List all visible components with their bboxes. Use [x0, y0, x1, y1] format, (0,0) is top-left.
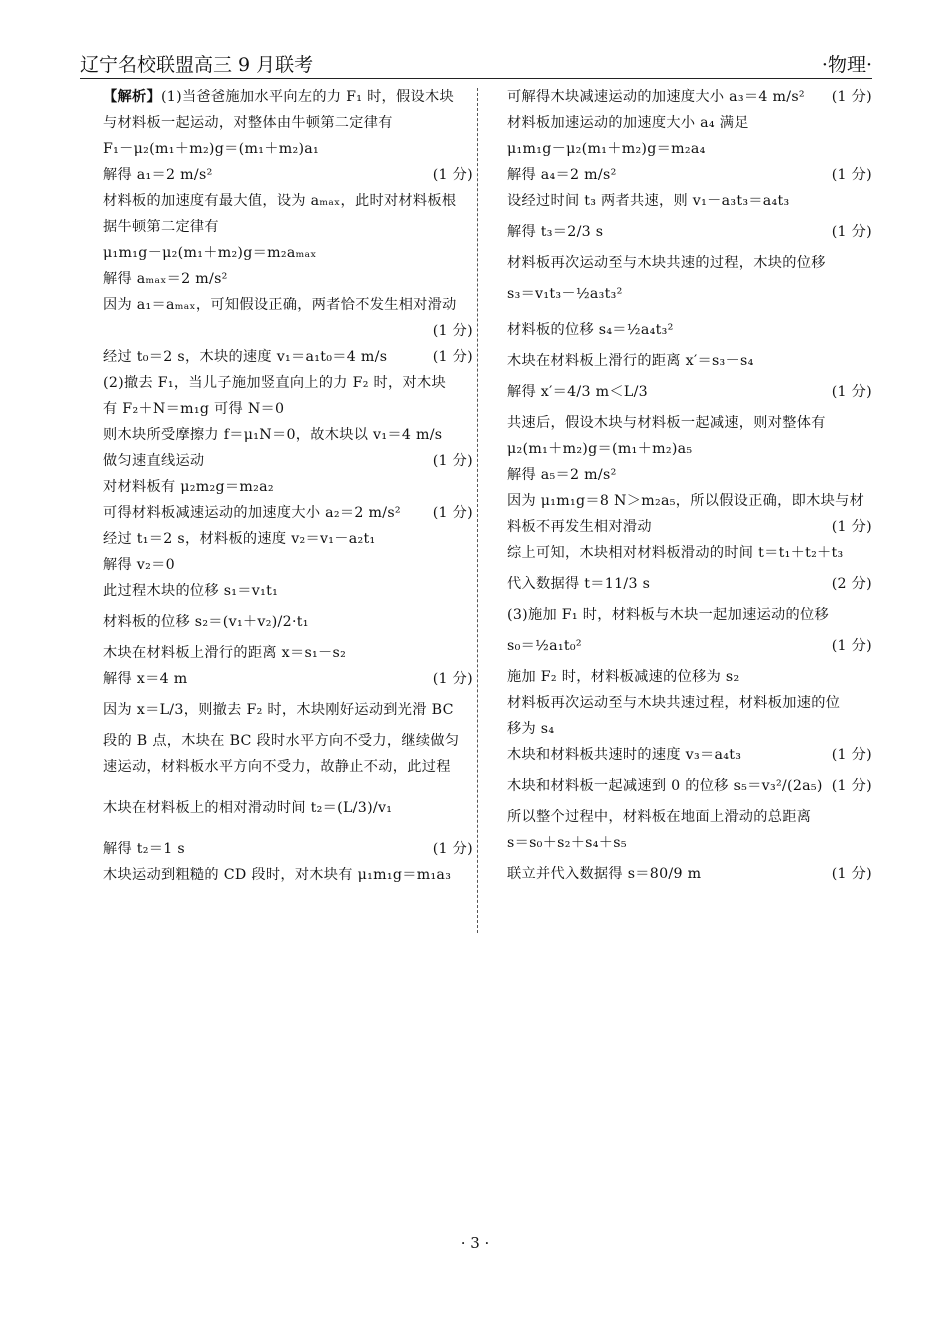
subject-label: ·物理·: [821, 54, 872, 76]
line-text: 材料板的加速度有最大值，设为 aₘₐₓ，此时对材料板根: [103, 193, 457, 209]
solution-line: [507, 514, 872, 540]
line-text: 材料板的位移 s₄＝½a₄t₃²: [507, 322, 674, 338]
solution-line: [103, 578, 473, 604]
solution-line: [507, 716, 872, 742]
line-text: 木块和材料板一起减速到 0 的位移 s₅＝v₃²/(2a₅): [507, 778, 823, 794]
score-mark: (1 分): [831, 167, 872, 183]
solution-line: [103, 240, 473, 266]
solution-line: [103, 754, 473, 780]
line-text: (3)施加 F₁ 时，材料板与木块一起加速运动的位移: [507, 607, 830, 623]
line-text: 解得 a₅＝2 m/s²: [507, 467, 617, 483]
solution-line: [103, 370, 473, 396]
solution-line: [103, 422, 473, 448]
line-text: 解得 t₃＝2/3 s: [507, 224, 604, 240]
solution-line: [507, 110, 872, 136]
solution-line: [507, 462, 872, 488]
solution-line: [103, 136, 473, 162]
line-text: 因为 μ₁m₁g＝8 N＞m₂a₅，所以假设正确，即木块与材: [507, 493, 865, 509]
solution-line: [507, 830, 872, 856]
solution-line: [103, 692, 473, 728]
line-text: μ₁m₁g－μ₂(m₁＋m₂)g＝m₂a₄: [507, 141, 706, 157]
score-mark: (1 分): [432, 167, 473, 183]
solution-line: [103, 552, 473, 578]
solution-line: [103, 292, 473, 318]
line-text: 对材料板有 μ₂m₂g＝m₂a₂: [103, 479, 274, 495]
line-text: 解得 x＝4 m: [103, 671, 188, 687]
solution-line: [103, 266, 473, 292]
solution-line: [103, 728, 473, 754]
line-text: 解得 t₂＝1 s: [103, 841, 185, 857]
line-text: 代入数据得 t＝11/3 s: [507, 576, 651, 592]
line-text: 木块运动到粗糙的 CD 段时，对木块有 μ₁m₁g＝m₁a₃: [103, 867, 452, 883]
solution-line: [103, 640, 473, 666]
score-mark: (1 分): [432, 453, 473, 469]
score-mark: (1 分): [831, 384, 872, 400]
solution-line: [507, 312, 872, 348]
line-text: (2)撤去 F₁，当儿子施加竖直向上的力 F₂ 时，对木块: [103, 375, 446, 391]
solution-line: [507, 768, 872, 804]
score-mark: (1 分): [831, 224, 872, 240]
score-mark: (1 分): [831, 519, 872, 535]
solution-line: [507, 804, 872, 830]
line-text: 所以整个过程中，材料板在地面上滑动的总距离: [507, 809, 812, 825]
solution-line: [103, 344, 473, 370]
line-text: 经过 t₀＝2 s，木块的速度 v₁＝a₁t₀＝4 m/s: [103, 349, 388, 365]
solution-line: [507, 374, 872, 410]
line-text: s₃＝v₁t₃－½a₃t₃²: [507, 286, 623, 302]
score-mark: (1 分): [432, 323, 473, 339]
line-text: 综上可知，木块相对材料板滑动的时间 t＝t₁＋t₂＋t₃: [507, 545, 844, 561]
line-text: 有 F₂＋N＝m₁g 可得 N＝0: [103, 401, 285, 417]
solution-line: [103, 162, 473, 188]
solution-line: [103, 836, 473, 862]
solution-line: [103, 474, 473, 500]
line-text: 施加 F₂ 时，材料板减速的位移为 s₂: [507, 669, 740, 685]
score-mark: (1 分): [432, 349, 473, 365]
solution-line: [507, 690, 872, 716]
line-text: 联立并代入数据得 s＝80/9 m: [507, 866, 702, 882]
line-text: 与材料板一起运动，对整体由牛顿第二定律有: [103, 115, 393, 131]
solution-line: [507, 410, 872, 436]
line-text: F₁－μ₂(m₁＋m₂)g＝(m₁＋m₂)a₁: [103, 141, 320, 157]
line-text: 解得 v₂＝0: [103, 557, 175, 573]
solution-line: [507, 84, 872, 110]
line-text: 此过程木块的位移 s₁＝v₁t₁: [103, 583, 279, 599]
solution-line: [103, 862, 473, 888]
left-column: [103, 84, 473, 888]
line-text: 料板不再发生相对滑动: [507, 519, 652, 535]
line-text: μ₂(m₁＋m₂)g＝(m₁＋m₂)a₅: [507, 441, 693, 457]
line-text: 则木块所受摩擦力 f＝μ₁N＝0，故木块以 v₁＝4 m/s: [103, 427, 443, 443]
line-text: s＝s₀＋s₂＋s₄＋s₅: [507, 835, 627, 851]
solution-line: [507, 162, 872, 188]
line-text: 可得材料板减速运动的加速度大小 a₂＝2 m/s²: [103, 505, 401, 521]
solution-line: [507, 628, 872, 664]
solution-line: [103, 214, 473, 240]
line-text: 材料板再次运动至与木块共速的过程，木块的位移: [507, 255, 826, 271]
line-text: 速运动，材料板水平方向不受力，故静止不动，此过程: [103, 759, 451, 775]
score-mark: (1 分): [831, 866, 872, 882]
solution-line: [507, 602, 872, 628]
solution-line: [507, 214, 872, 250]
line-text: 【解析】(1)当爸爸施加水平向左的力 F₁ 时，假设木块: [103, 89, 454, 105]
line-text: 做匀速直线运动: [103, 453, 205, 469]
score-mark: (1 分): [831, 89, 872, 105]
line-text: 因为 a₁＝aₘₐₓ，可知假设正确，两者恰不发生相对滑动: [103, 297, 457, 313]
solution-line: [103, 188, 473, 214]
line-text: 解得 a₄＝2 m/s²: [507, 167, 617, 183]
solution-line: [507, 566, 872, 602]
score-mark: (1 分): [432, 671, 473, 687]
solution-line: [507, 664, 872, 690]
solution-line: [507, 540, 872, 566]
solution-line: [507, 348, 872, 374]
line-text: 解得 x′＝4/3 m＜L/3: [507, 384, 649, 400]
solution-line: [103, 780, 473, 836]
solution-line: [103, 604, 473, 640]
line-text: 因为 x＝L/3，则撤去 F₂ 时，木块刚好运动到光滑 BC: [103, 702, 454, 718]
solution-line: [507, 856, 872, 892]
column-divider: [477, 88, 478, 933]
line-text: 移为 s₄: [507, 721, 555, 737]
solution-line: [507, 188, 872, 214]
solution-line: [507, 136, 872, 162]
line-text: 经过 t₁＝2 s，材料板的速度 v₂＝v₁－a₂t₁: [103, 531, 376, 547]
right-column: [507, 84, 872, 892]
exam-title: 辽宁名校联盟高三 9 月联考: [80, 54, 314, 76]
line-text: 木块在材料板上滑行的距离 x′＝s₃－s₄: [507, 353, 754, 369]
solution-line: [507, 250, 872, 276]
score-mark: (2 分): [831, 576, 872, 592]
line-text: 木块和材料板共速时的速度 v₃＝a₄t₃: [507, 747, 742, 763]
line-text: 解得 a₁＝2 m/s²: [103, 167, 213, 183]
solution-line: [103, 526, 473, 552]
solution-line: [103, 396, 473, 422]
line-text: 共速后，假设木块与材料板一起减速，则对整体有: [507, 415, 826, 431]
page-number: · 3 ·: [460, 1234, 490, 1252]
score-mark: (1 分): [432, 505, 473, 521]
solution-line: [507, 488, 872, 514]
solution-line: [103, 500, 473, 526]
solution-line: [507, 276, 872, 312]
line-text: 木块在材料板上滑行的距离 x＝s₁－s₂: [103, 645, 347, 661]
solution-line: [507, 436, 872, 462]
line-text: μ₁m₁g－μ₂(m₁＋m₂)g＝m₂aₘₐₓ: [103, 245, 317, 261]
line-text: 材料板的位移 s₂＝(v₁＋v₂)/2·t₁: [103, 614, 309, 630]
line-text: 解得 aₘₐₓ＝2 m/s²: [103, 271, 228, 287]
score-mark: (1 分): [432, 841, 473, 857]
score-mark: (1 分): [831, 778, 872, 794]
page-header: [80, 52, 872, 79]
solution-line: [103, 84, 473, 110]
line-text: 材料板再次运动至与木块共速过程，材料板加速的位: [507, 695, 841, 711]
score-mark: (1 分): [831, 747, 872, 763]
solution-line: [103, 318, 473, 344]
line-text: 材料板加速运动的加速度大小 a₄ 满足: [507, 115, 749, 131]
solution-line: [103, 448, 473, 474]
analysis-marker: 【解析】: [103, 89, 161, 105]
solution-line: [103, 666, 473, 692]
line-text: 可解得木块减速运动的加速度大小 a₃＝4 m/s²: [507, 89, 805, 105]
line-text: 段的 B 点，木块在 BC 段时水平方向不受力，继续做匀: [103, 733, 460, 749]
line-text: 设经过时间 t₃ 两者共速，则 v₁－a₃t₃＝a₄t₃: [507, 193, 790, 209]
score-mark: (1 分): [831, 638, 872, 654]
line-text: s₀＝½a₁t₀²: [507, 638, 582, 654]
solution-line: [103, 110, 473, 136]
solution-line: [507, 742, 872, 768]
line-text: 据牛顿第二定律有: [103, 219, 219, 235]
line-text: 木块在材料板上的相对滑动时间 t₂＝(L/3)/v₁: [103, 800, 393, 816]
